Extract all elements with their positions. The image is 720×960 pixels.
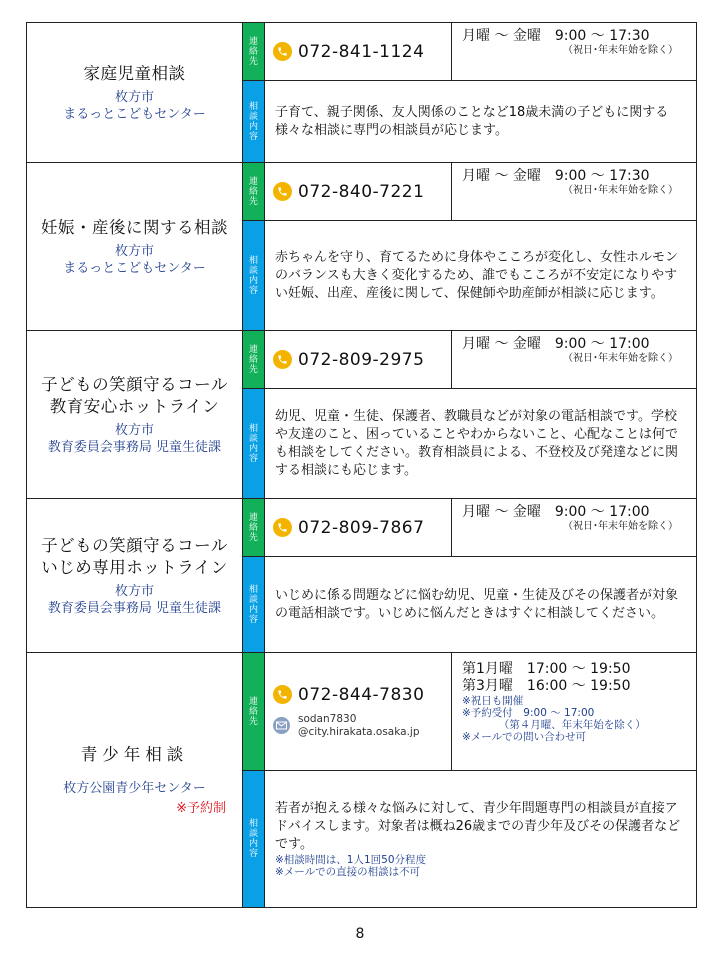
tag-char: 連 xyxy=(248,344,258,355)
phone-number[interactable]: 072-809-7867 xyxy=(298,517,425,538)
consult-row xyxy=(27,163,697,221)
content-tag xyxy=(243,557,265,653)
phone-icon xyxy=(273,42,292,61)
hours-text: 月曜 ～ 金曜 9:00 ～ 17:30 xyxy=(462,28,650,44)
phone-number[interactable]: 072-840-7221 xyxy=(298,181,425,202)
hours-text: 月曜 ～ 金曜 9:00 ～ 17:00 xyxy=(462,336,650,352)
page-number: 8 xyxy=(355,926,365,942)
phone-icon xyxy=(273,350,292,369)
contact-tag xyxy=(243,23,265,81)
phone-icon xyxy=(273,518,292,537)
contact-cell xyxy=(265,331,452,389)
reservation-note: ※予約制 xyxy=(176,801,226,816)
tag-char: 内 xyxy=(248,443,258,454)
tag-char: 先 xyxy=(248,532,258,543)
phone-number[interactable]: 072-809-2975 xyxy=(298,349,425,370)
tag-char: 容 xyxy=(248,614,258,625)
hours-cell xyxy=(452,163,697,221)
tag-char: 談 xyxy=(248,433,258,444)
contact-cell xyxy=(265,23,452,81)
consult-name-cell xyxy=(27,653,243,908)
consultation-table xyxy=(26,22,697,908)
tag-char: 連 xyxy=(248,36,258,47)
phone-icon xyxy=(273,182,292,201)
hours-note: （祝日･年末年始を除く） xyxy=(563,185,678,196)
schedule-note: ※祝日も開催 xyxy=(462,695,524,707)
hours-cell xyxy=(452,331,697,389)
contact-tag xyxy=(243,163,265,221)
tag-char: 絡 xyxy=(248,46,258,57)
content-tag xyxy=(243,221,265,331)
tag-char: 相 xyxy=(248,101,258,112)
description-cell xyxy=(265,557,697,653)
consult-organization: 枚方公園青少年センター xyxy=(63,781,206,796)
consult-name-cell xyxy=(27,499,243,653)
description-note: ※メールでの直接の相談は不可 xyxy=(275,866,421,878)
hours-cell xyxy=(452,23,697,81)
phone-number[interactable]: 072-844-7830 xyxy=(298,684,425,705)
tag-char: 容 xyxy=(248,285,258,296)
consult-name-cell xyxy=(27,163,243,331)
consult-title: 妊娠・産後に関する相談 xyxy=(41,217,228,237)
description-text: 赤ちゃんを守り、育てるために身体やこころが変化し、女性ホルモンのバランスも大きく変化するため、誰でもこころが不安定になりやすい妊娠、出産、産後に関して、保健師や助産師が相談に応じます。 xyxy=(275,249,679,301)
tag-char: 容 xyxy=(248,849,258,859)
tag-char: 談 xyxy=(248,265,258,276)
schedule-line: 第3月曜 16:00 ～ 19:50 xyxy=(462,678,631,694)
hours-cell xyxy=(452,499,697,557)
tag-char: 絡 xyxy=(248,522,258,533)
consult-row xyxy=(27,23,697,81)
description-text: 若者が抱える様々な悩みに対して、青少年問題専門の相談員が直接アドバイスします。対象者は概ね26歳までの青少年及びその保護者などです。 xyxy=(275,801,681,852)
consult-title: 家庭児童相談 xyxy=(83,63,186,83)
contact-cell xyxy=(265,499,452,557)
tag-char: 相 xyxy=(248,584,258,595)
tag-char: 絡 xyxy=(248,354,258,365)
consult-organization: 枚方市 まるっとこどもセンター xyxy=(63,243,206,276)
description-cell xyxy=(265,81,697,163)
schedule-note: ※予約受付 9:00 ～ 17:00 xyxy=(462,707,595,719)
tag-char: 連 xyxy=(248,176,258,187)
tag-char: 先 xyxy=(248,56,258,67)
hours-note: （祝日･年末年始を除く） xyxy=(563,521,678,532)
contact-tag xyxy=(243,499,265,557)
consult-title: 子どもの笑顔守るコール 教育安心ホットライン xyxy=(41,374,228,416)
description-cell xyxy=(265,221,697,331)
content-tag xyxy=(243,771,265,908)
consult-title: 青少年相談 xyxy=(80,745,189,764)
tag-char: 相 xyxy=(248,423,258,434)
contact-cell xyxy=(265,653,452,771)
content-tag xyxy=(243,81,265,163)
hours-cell xyxy=(452,653,697,771)
hours-text: 月曜 ～ 金曜 9:00 ～ 17:30 xyxy=(462,168,650,184)
description-cell xyxy=(265,389,697,499)
hours-text: 月曜 ～ 金曜 9:00 ～ 17:00 xyxy=(462,504,650,520)
tag-char: 談 xyxy=(248,829,258,839)
tag-char: 先 xyxy=(248,716,258,727)
tag-char: 相 xyxy=(248,255,258,266)
schedule-note: （第４月曜、年末年始を除く） xyxy=(462,719,646,731)
tag-char: 内 xyxy=(248,275,258,286)
tag-char: 相 xyxy=(248,819,258,829)
tag-char: 内 xyxy=(248,121,258,132)
consult-organization: 枚方市 教育委員会事務局 児童生徒課 xyxy=(47,422,222,455)
mail-icon xyxy=(273,717,290,734)
consult-organization: 枚方市 まるっとこどもセンター xyxy=(63,89,206,122)
consult-name-cell xyxy=(27,331,243,499)
description-note: ※相談時間は、1人1回50分程度 xyxy=(275,854,427,866)
tag-char: 連 xyxy=(248,696,258,707)
email-address[interactable]: sodan7830 @city.hirakata.osaka.jp xyxy=(298,712,420,738)
tag-char: 容 xyxy=(248,453,258,464)
tag-char: 談 xyxy=(248,111,258,122)
tag-char: 内 xyxy=(248,604,258,615)
consult-title: 子どもの笑顔守るコール いじめ専用ホットライン xyxy=(41,535,228,577)
content-tag xyxy=(243,389,265,499)
consult-row xyxy=(27,331,697,389)
schedule-note: ※メールでの問い合わせ可 xyxy=(462,731,587,743)
consultation-table-body xyxy=(27,23,697,908)
tag-char: 容 xyxy=(248,131,258,142)
tag-char: 談 xyxy=(248,594,258,605)
contact-cell xyxy=(265,163,452,221)
consult-name-cell xyxy=(27,23,243,163)
description-text: いじめに係る問題などに悩む幼児、児童・生徒及びその保護者が対象の電話相談です。いじめに悩んだときはすぐに相談してください。 xyxy=(275,587,679,621)
contact-tag xyxy=(243,331,265,389)
consult-row xyxy=(27,499,697,557)
hours-note: （祝日･年末年始を除く） xyxy=(563,353,678,364)
phone-icon xyxy=(273,685,292,704)
consult-organization: 枚方市 教育委員会事務局 児童生徒課 xyxy=(47,583,222,616)
hours-note: （祝日･年末年始を除く） xyxy=(563,45,678,56)
contact-tag xyxy=(243,653,265,771)
tag-char: 先 xyxy=(248,364,258,375)
tag-char: 絡 xyxy=(248,706,258,717)
description-cell xyxy=(265,771,697,908)
tag-char: 連 xyxy=(248,512,258,523)
tag-char: 先 xyxy=(248,196,258,207)
tag-char: 内 xyxy=(248,839,258,849)
description-text: 子育て、親子関係、友人関係のことなど18歳未満の子どもに関する様々な相談に専門の相談員が応じます。 xyxy=(275,104,669,138)
schedule-line: 第1月曜 17:00 ～ 19:50 xyxy=(462,661,631,677)
description-text: 幼児、児童・生徒、保護者、教職員などが対象の電話相談です。学校や友達のこと、困っていることやわからないこと、心配なことは何でも相談をしてください。教育相談員による、不登校及び発達などに関する相談にも応じます。 xyxy=(275,408,679,478)
tag-char: 絡 xyxy=(248,186,258,197)
phone-number[interactable]: 072-841-1124 xyxy=(298,41,425,62)
consult-row xyxy=(27,653,697,771)
